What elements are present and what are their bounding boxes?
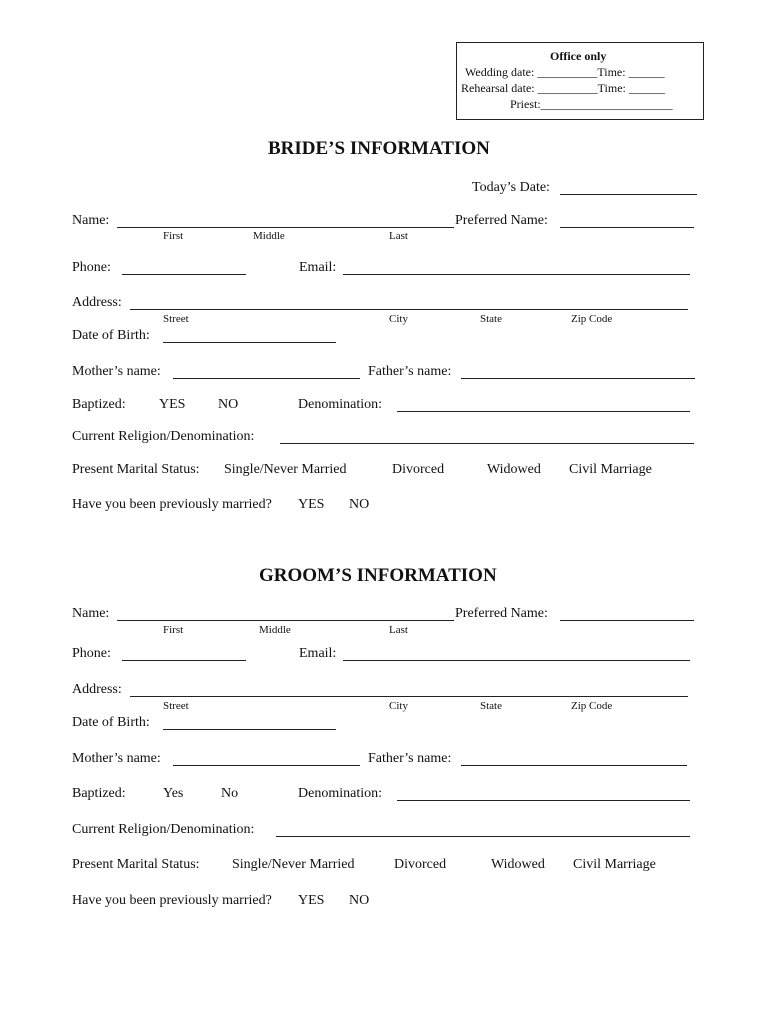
- bride-marital-status-label: Present Marital Status:: [72, 462, 200, 477]
- bride-prev-married-label: Have you been previously married?: [72, 497, 272, 512]
- groom-divorced-option[interactable]: Divorced: [394, 857, 447, 872]
- bride-phone-field[interactable]: [122, 274, 246, 275]
- bride-prev-married-no-option[interactable]: NO: [349, 497, 370, 512]
- groom-prev-married-yes-option[interactable]: YES: [298, 893, 325, 908]
- bride-last-sublabel: Last: [389, 230, 408, 242]
- bride-city-sublabel: City: [389, 313, 408, 325]
- bride-dob-field[interactable]: [163, 342, 336, 343]
- groom-dob-field[interactable]: [163, 729, 336, 730]
- bride-address-label: Address:: [72, 295, 122, 310]
- groom-father-field[interactable]: [461, 765, 687, 766]
- groom-state-sublabel: State: [480, 700, 502, 712]
- groom-prev-married-no-option[interactable]: NO: [349, 893, 370, 908]
- bride-baptized-no-option[interactable]: NO: [218, 397, 239, 412]
- groom-address-label: Address:: [72, 682, 122, 697]
- bride-widowed-option[interactable]: Widowed: [487, 462, 541, 477]
- groom-phone-label: Phone:: [72, 646, 111, 661]
- todays-date-field[interactable]: [560, 194, 697, 195]
- groom-last-sublabel: Last: [389, 624, 408, 636]
- groom-zip-sublabel: Zip Code: [571, 700, 613, 712]
- groom-baptized-yes-option[interactable]: Yes: [163, 786, 184, 801]
- groom-preferred-name-label: Preferred Name:: [455, 606, 548, 621]
- groom-mother-label: Mother’s name:: [72, 751, 161, 766]
- bride-street-sublabel: Street: [163, 313, 189, 325]
- bride-middle-sublabel: Middle: [253, 230, 285, 242]
- groom-denomination-field[interactable]: [397, 800, 690, 801]
- bride-phone-label: Phone:: [72, 260, 111, 275]
- bride-first-sublabel: First: [163, 230, 184, 242]
- groom-email-label: Email:: [299, 646, 337, 661]
- groom-current-religion-field[interactable]: [276, 836, 690, 837]
- bride-name-label: Name:: [72, 213, 110, 228]
- bride-civil-marriage-option[interactable]: Civil Marriage: [569, 462, 652, 477]
- groom-phone-field[interactable]: [122, 660, 246, 661]
- groom-prev-married-label: Have you been previously married?: [72, 893, 272, 908]
- bride-email-label: Email:: [299, 260, 337, 275]
- bride-preferred-name-field[interactable]: [560, 227, 694, 228]
- bride-denomination-field[interactable]: [397, 411, 690, 412]
- bride-zip-sublabel: Zip Code: [571, 313, 613, 325]
- groom-current-religion-label: Current Religion/Denomination:: [72, 822, 255, 837]
- bride-email-field[interactable]: [343, 274, 690, 275]
- bride-father-field[interactable]: [461, 378, 695, 379]
- groom-civil-marriage-option[interactable]: Civil Marriage: [573, 857, 656, 872]
- bride-baptized-yes-option[interactable]: YES: [159, 397, 186, 412]
- bride-state-sublabel: State: [480, 313, 502, 325]
- bride-address-field[interactable]: [130, 309, 688, 310]
- groom-single-option[interactable]: Single/Never Married: [232, 857, 355, 872]
- groom-dob-label: Date of Birth:: [72, 715, 150, 730]
- groom-mother-field[interactable]: [173, 765, 360, 766]
- groom-city-sublabel: City: [389, 700, 408, 712]
- groom-baptized-label: Baptized:: [72, 786, 126, 801]
- priest-field[interactable]: Priest:______________________: [510, 97, 673, 111]
- bride-denomination-label: Denomination:: [298, 397, 382, 412]
- groom-section-title: GROOM’S INFORMATION: [259, 565, 497, 586]
- bride-section-title: BRIDE’S INFORMATION: [268, 138, 490, 159]
- groom-first-sublabel: First: [163, 624, 184, 636]
- groom-preferred-name-field[interactable]: [560, 620, 694, 621]
- wedding-date-field[interactable]: Wedding date: __________Time: ______: [465, 65, 665, 79]
- groom-email-field[interactable]: [343, 660, 690, 661]
- groom-middle-sublabel: Middle: [259, 624, 291, 636]
- bride-name-field[interactable]: [117, 227, 454, 228]
- office-only-heading: Office only: [550, 49, 607, 63]
- bride-mother-label: Mother’s name:: [72, 364, 161, 379]
- bride-current-religion-label: Current Religion/Denomination:: [72, 429, 255, 444]
- bride-baptized-label: Baptized:: [72, 397, 126, 412]
- bride-father-label: Father’s name:: [368, 364, 452, 379]
- bride-mother-field[interactable]: [173, 378, 360, 379]
- todays-date-label: Today’s Date:: [472, 180, 550, 195]
- groom-street-sublabel: Street: [163, 700, 189, 712]
- groom-marital-status-label: Present Marital Status:: [72, 857, 200, 872]
- bride-divorced-option[interactable]: Divorced: [392, 462, 445, 477]
- bride-prev-married-yes-option[interactable]: YES: [298, 497, 325, 512]
- groom-widowed-option[interactable]: Widowed: [491, 857, 545, 872]
- groom-name-field[interactable]: [117, 620, 454, 621]
- bride-preferred-name-label: Preferred Name:: [455, 213, 548, 228]
- groom-father-label: Father’s name:: [368, 751, 452, 766]
- groom-address-field[interactable]: [130, 696, 688, 697]
- groom-denomination-label: Denomination:: [298, 786, 382, 801]
- bride-dob-label: Date of Birth:: [72, 328, 150, 343]
- rehearsal-date-field[interactable]: Rehearsal date: __________Time: ______: [461, 81, 665, 95]
- groom-baptized-no-option[interactable]: No: [221, 786, 239, 801]
- bride-current-religion-field[interactable]: [280, 443, 694, 444]
- groom-name-label: Name:: [72, 606, 110, 621]
- bride-single-option[interactable]: Single/Never Married: [224, 462, 347, 477]
